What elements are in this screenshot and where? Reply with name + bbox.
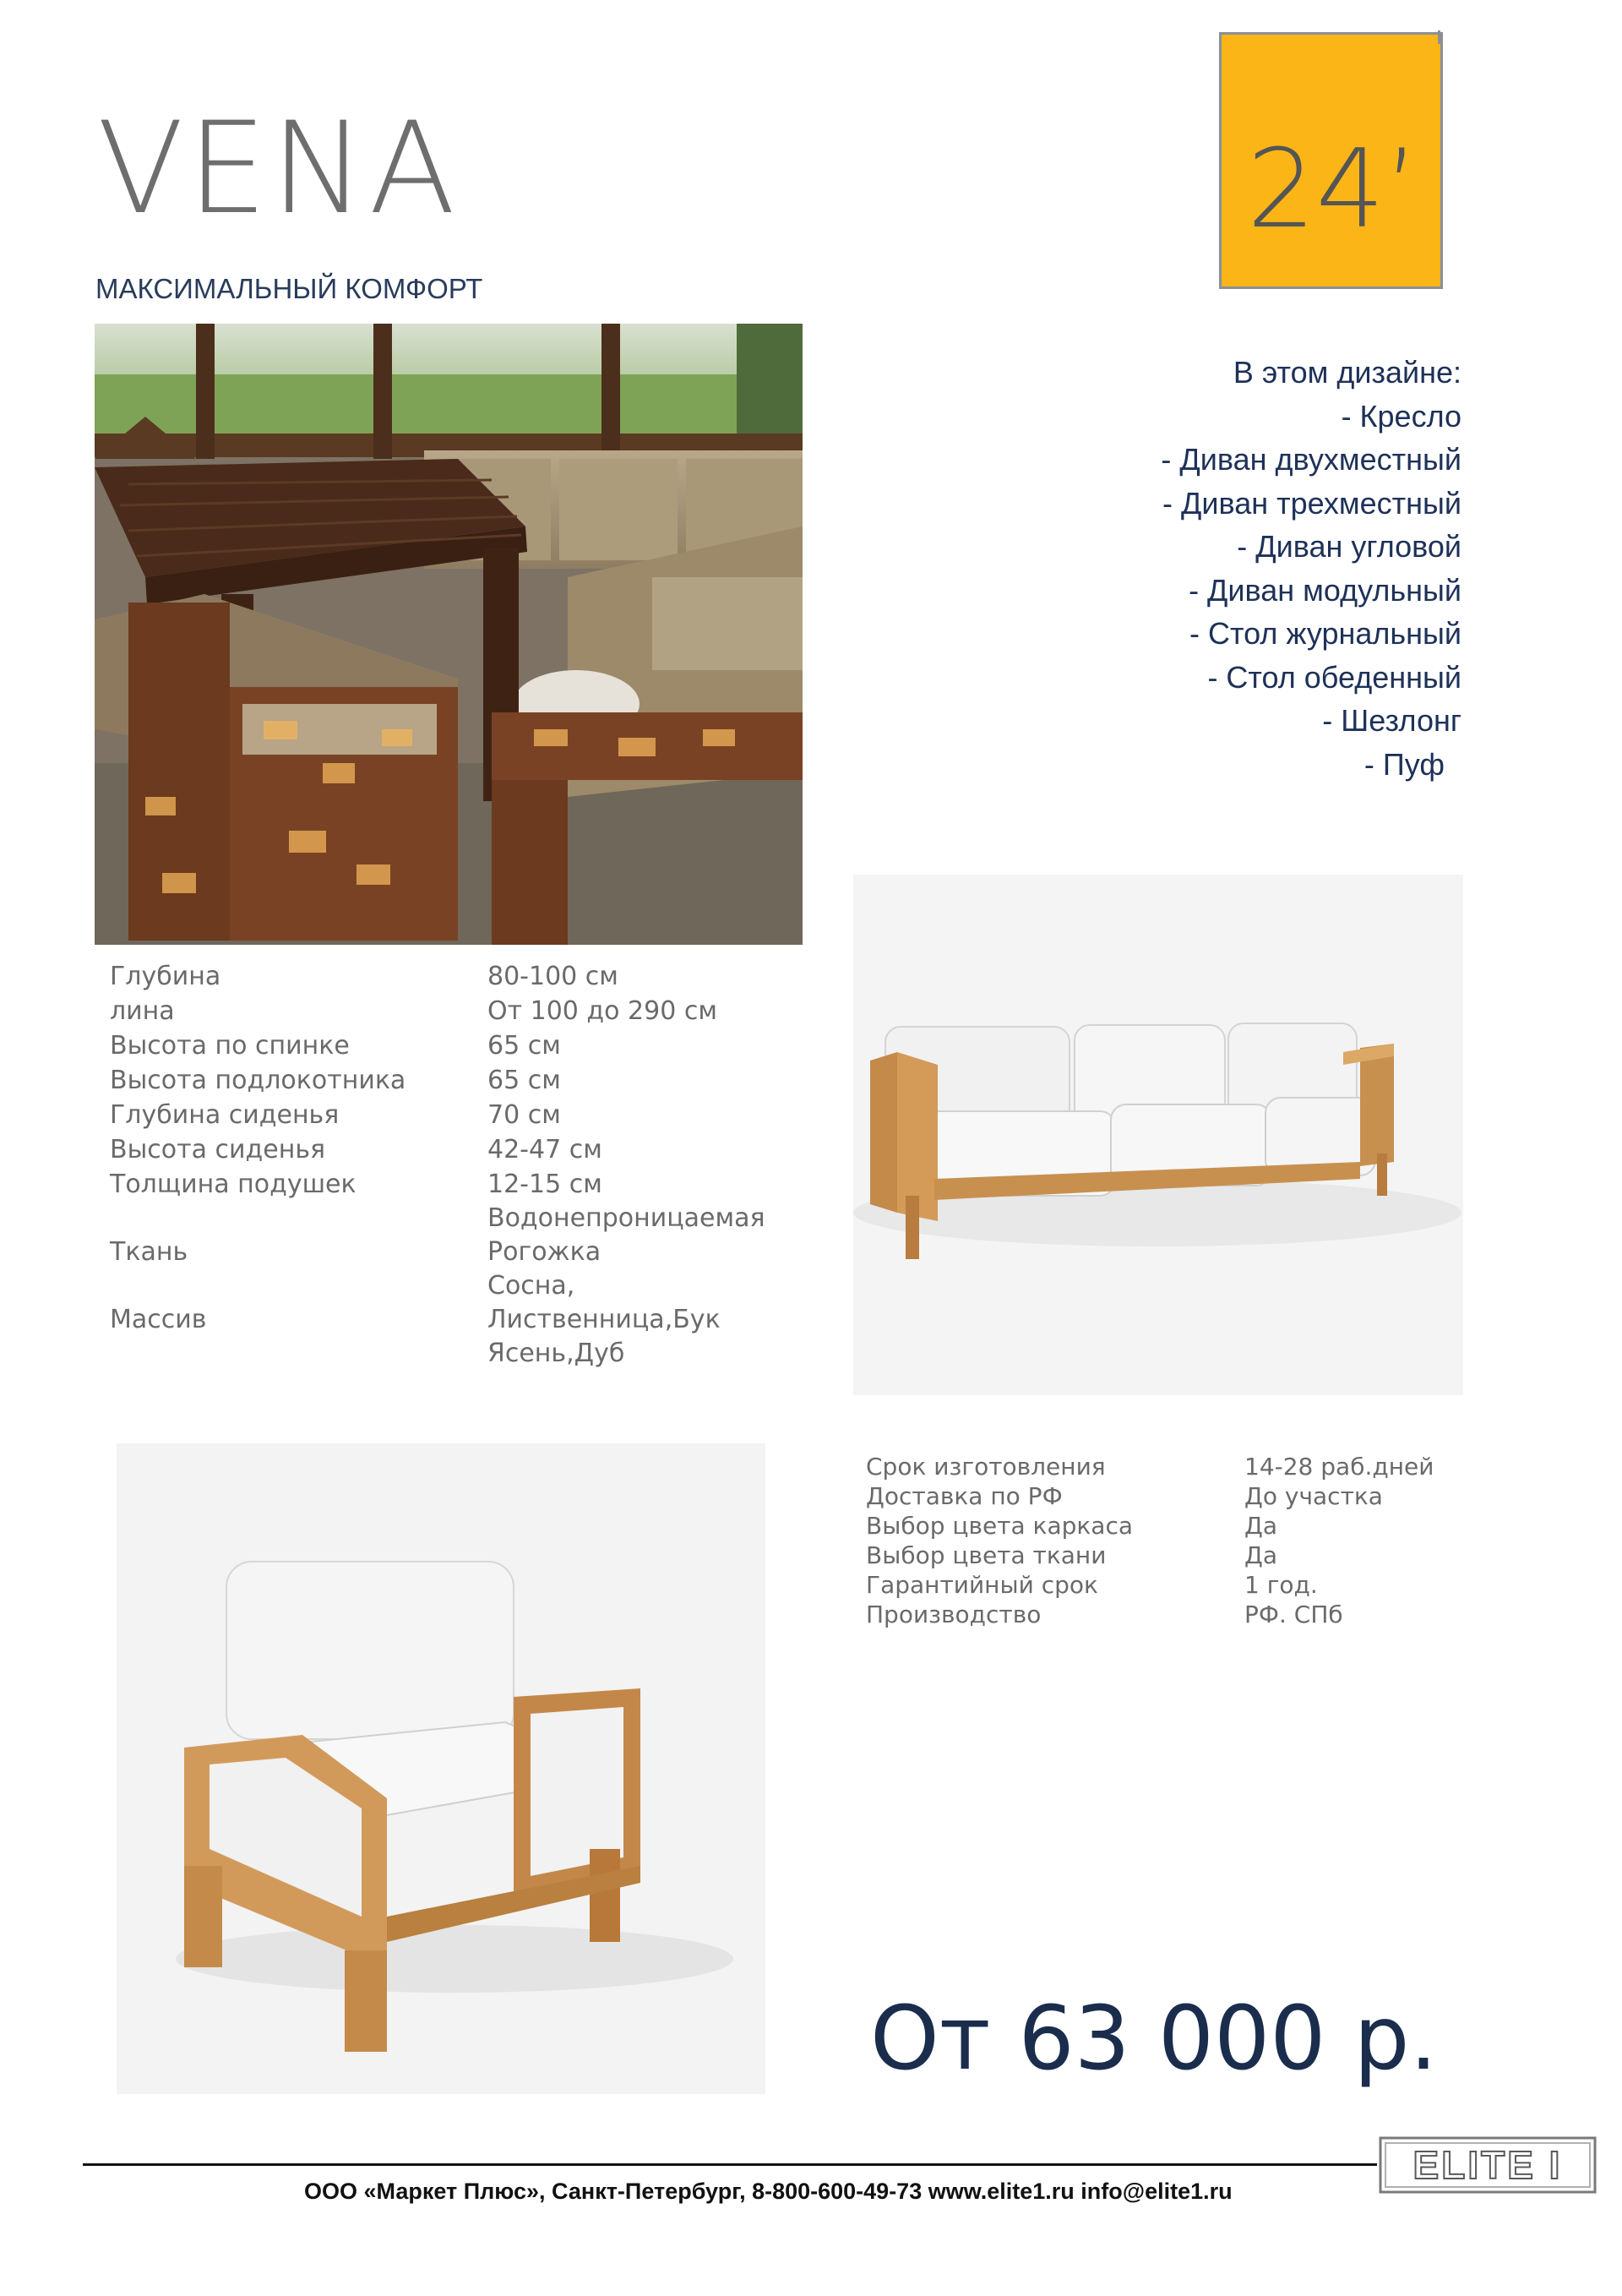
sofa-photo xyxy=(853,875,1463,1395)
spec-key: Высота сиденья xyxy=(110,1135,326,1164)
design-item: - Стол обеденный xyxy=(1207,659,1461,695)
spec-value: Лиственница,Бук xyxy=(487,1305,721,1334)
table-row xyxy=(110,1336,803,1371)
table-row xyxy=(110,1268,803,1303)
spec-value: 65 см xyxy=(487,1031,561,1061)
spec-key: Ткань xyxy=(110,1237,188,1267)
table-row xyxy=(110,1302,803,1337)
spec-key: лина xyxy=(110,996,175,1026)
chair-photo xyxy=(117,1443,765,2094)
production-key: Доставка по РФ xyxy=(866,1482,1063,1510)
elite-logo xyxy=(1379,2136,1597,2194)
design-item: - Диван трехместный xyxy=(1162,485,1461,521)
table-row xyxy=(110,1167,803,1202)
spec-value: 70 см xyxy=(487,1100,561,1130)
logo-text: ELITE I xyxy=(1412,2143,1563,2187)
table-row xyxy=(110,1028,803,1063)
spec-value: Ясень,Дуб xyxy=(487,1339,625,1368)
production-key: Производство xyxy=(866,1601,1042,1628)
production-value: Да xyxy=(1244,1512,1278,1540)
design-item: - Диван угловой xyxy=(1237,529,1461,564)
badge-label: 24’ xyxy=(1247,127,1419,253)
production-key: Выбор цвета каркаса xyxy=(866,1512,1134,1540)
design-heading: В этом дизайне: xyxy=(1233,355,1461,390)
production-value: До участка xyxy=(1244,1482,1383,1510)
spec-value: 12-15 см xyxy=(487,1170,602,1199)
production-key: Гарантийный срок xyxy=(866,1571,1098,1599)
terrace-photo xyxy=(95,324,803,945)
table-row xyxy=(866,1541,1457,1570)
table-row xyxy=(866,1481,1457,1511)
spec-value: Сосна, xyxy=(487,1271,575,1301)
design-item: - Шезлонг xyxy=(1322,703,1461,738)
design-item: - Диван модульный xyxy=(1189,572,1461,608)
spec-value: 65 см xyxy=(487,1066,561,1095)
spec-key: Глубина сиденья xyxy=(110,1100,340,1130)
spec-value: Рогожка xyxy=(487,1237,601,1267)
spec-key: Глубина xyxy=(110,962,221,991)
table-row xyxy=(110,1201,803,1235)
spec-key: Высота по спинке xyxy=(110,1031,350,1061)
badge-corner-tick xyxy=(1438,30,1440,44)
production-key: Выбор цвета ткани xyxy=(866,1541,1107,1569)
table-row xyxy=(110,1235,803,1269)
design-item: - Пуф xyxy=(1363,746,1445,782)
table-row xyxy=(110,1063,803,1098)
table-row xyxy=(110,959,803,994)
table-row xyxy=(110,1132,803,1167)
design-item: - Кресло xyxy=(1341,398,1461,434)
production-value: 1 год. xyxy=(1244,1571,1318,1599)
size-badge xyxy=(1219,32,1443,289)
table-row xyxy=(866,1570,1457,1600)
table-row xyxy=(866,1452,1457,1481)
design-list xyxy=(1161,351,1461,786)
product-subtitle: МАКСИМАЛЬНЫЙ КОМФОРТ xyxy=(95,273,483,304)
production-value: РФ. СПб xyxy=(1244,1601,1343,1628)
product-title: VENA xyxy=(97,95,460,243)
table-row xyxy=(110,994,803,1028)
production-value: 14-28 раб.дней xyxy=(1244,1453,1434,1481)
footer-contacts: ООО «Маркет Плюс», Санкт-Петербург, 8-800-600-49-73 www.elite1.ru info@elite1.ru xyxy=(304,2179,1233,2204)
spec-value: 42-47 см xyxy=(487,1135,602,1164)
design-item: - Диван двухместный xyxy=(1161,442,1461,477)
production-key: Срок изготовления xyxy=(866,1453,1106,1481)
table-row xyxy=(866,1511,1457,1541)
production-value: Да xyxy=(1244,1541,1278,1569)
spec-key: Высота подлокотника xyxy=(110,1066,406,1095)
footer-divider xyxy=(83,2163,1377,2166)
table-row xyxy=(110,1098,803,1132)
spec-value: От 100 до 290 см xyxy=(487,996,717,1026)
spec-value: 80-100 см xyxy=(487,962,618,991)
spec-key: Толщина подушек xyxy=(110,1170,357,1199)
spec-value: Водонепроницаемая xyxy=(487,1203,765,1233)
table-row xyxy=(866,1600,1457,1629)
design-item: - Стол журнальный xyxy=(1189,616,1461,651)
price-label: От 63 000 р. xyxy=(870,1987,1438,2090)
spec-key: Массив xyxy=(110,1305,207,1334)
